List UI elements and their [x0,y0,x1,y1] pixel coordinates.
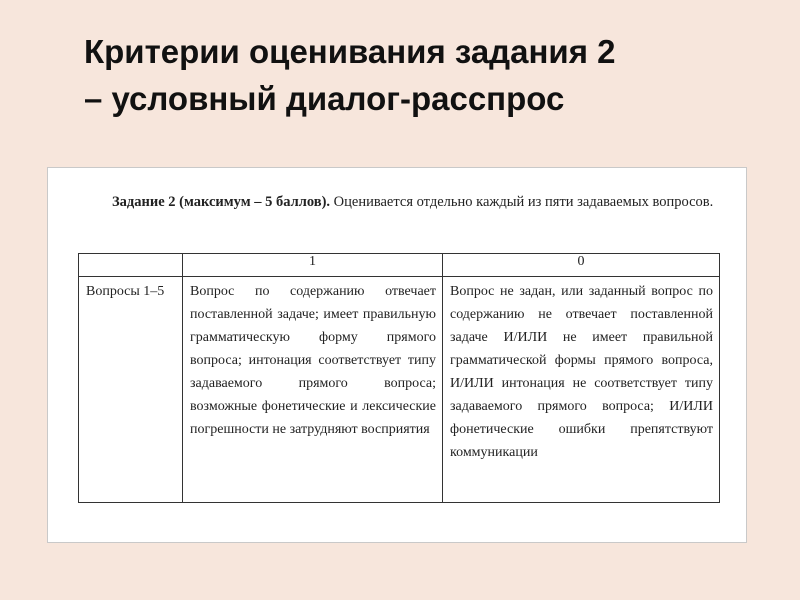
task-heading [112,190,720,214]
slide-title [84,28,774,122]
document-image [47,167,747,543]
criteria-table [78,253,720,503]
header-cell-empty [79,254,183,277]
slide-title-line-1: Критерии оценивания задания 2 [84,33,616,70]
criterion-score-0-text: Вопрос не задан, или заданный вопрос по содержанию не отвечает поставленной задаче И/ИЛИ не имеет правильной грамматической формы прямого вопроса, И/ИЛИ интонация не соответствует типу задаваемого прямого вопроса; И/ИЛИ фонетические ошибки препятствуют коммуникации [443,277,720,503]
table-row [79,277,720,503]
table-header-row [79,254,720,277]
criterion-label: Вопросы 1–5 [79,277,183,503]
criterion-score-1-text: Вопрос по содержанию отвечает поставленной задаче; имеет правильную грамматическую форму прямого вопроса; интонация соответствует типу задаваемого прямого вопроса; возможные фонетические и лексические погрешности не затрудняют восприятия [183,277,443,503]
header-cell-score-0: 0 [443,254,720,277]
task-heading-text: Оценивается отдельно каждый из пяти задаваемых вопросов. [330,194,714,210]
slide-title-line-2: – условный диалог-расспрос [84,80,565,117]
header-cell-score-1: 1 [183,254,443,277]
task-heading-bold: Задание 2 (максимум – 5 баллов). [112,194,331,210]
